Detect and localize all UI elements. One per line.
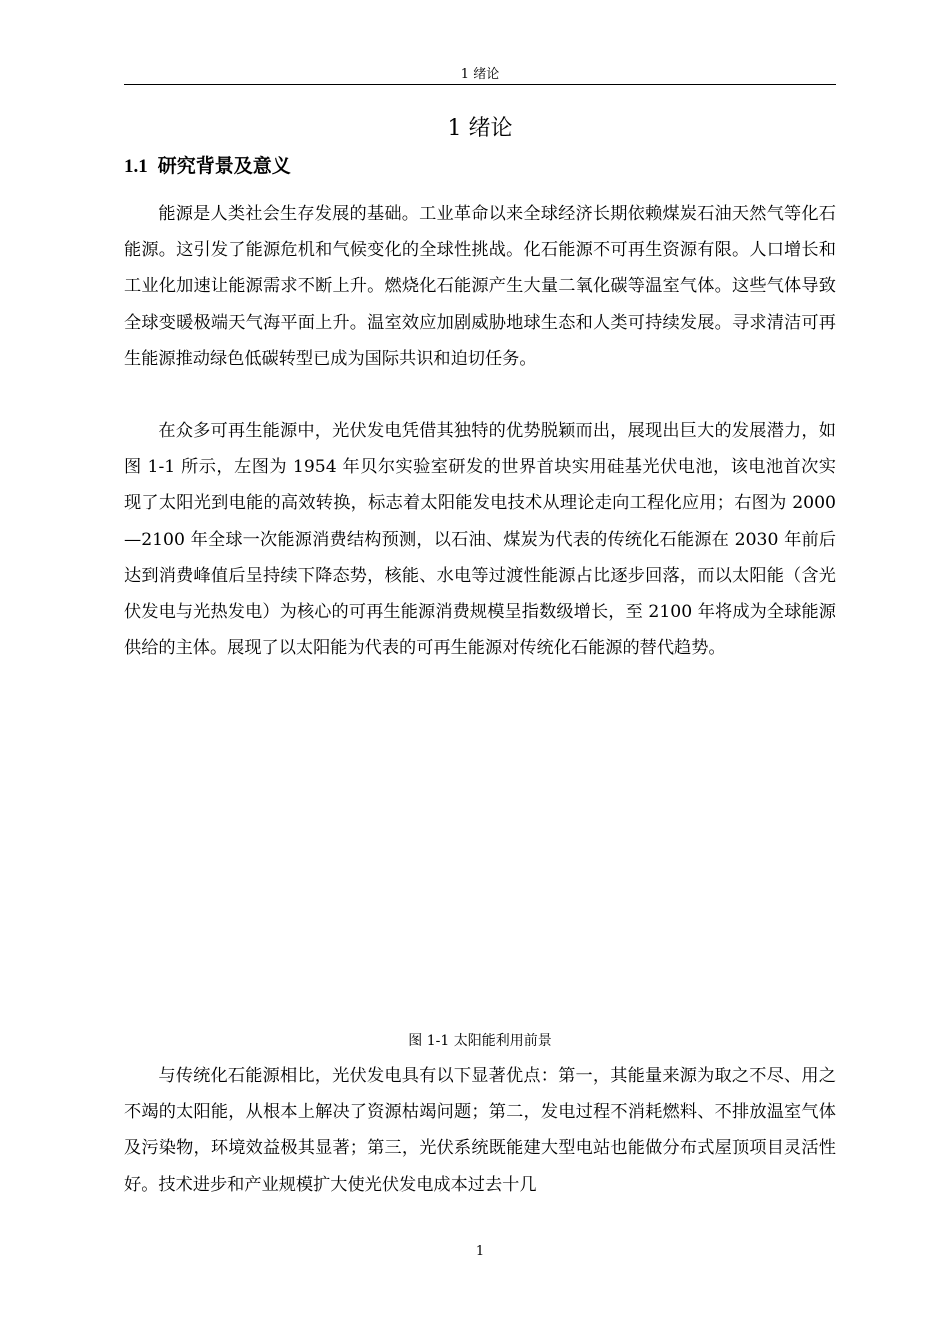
page-number: 1	[475, 1244, 485, 1259]
body-paragraph: 与传统化石能源相比，光伏发电具有以下显著优点：第一，其能量来源为取之不尽、用之不竭的太阳能，从根本上解决了资源枯竭问题；第二，发电过程不消耗燃料、不排放温室气体及污染物，环境效益极其显著；第三，光伏系统既能建大型电站也能做分布式屋顶项目灵活性好。技术进步和产业规模扩大使光伏发电成本过去十几	[124, 1066, 836, 1195]
section-title: 研究背景及意义	[157, 155, 291, 177]
section-heading	[124, 152, 291, 181]
running-header: 1 绪论	[460, 67, 500, 82]
figure-caption: 图 1-1 太阳能利用前景	[408, 1033, 552, 1049]
figure-placeholder	[124, 712, 836, 1017]
chapter-title: 1 绪论	[447, 116, 513, 141]
header-divider	[124, 84, 836, 85]
section-number: 1.1	[124, 156, 148, 177]
body-paragraph: 能源是人类社会生存发展的基础。工业革命以来全球经济长期依赖煤炭石油天然气等化石能源。这引发了能源危机和气候变化的全球性挑战。化石能源不可再生资源有限。人口增长和工业化加速让能源需求不断上升。燃烧化石能源产生大量二氧化碳等温室气体。这些气体导致全球变暖极端天气海平面上升。温室效应加剧威胁地球生态和人类可持续发展。寻求清洁可再生能源推动绿色低碳转型已成为国际共识和迫切任务。	[124, 204, 836, 369]
body-paragraph: 在众多可再生能源中，光伏发电凭借其独特的优势脱颖而出，展现出巨大的发展潜力，如图 1-1 所示，左图为 1954 年贝尔实验室研发的世界首块实用硅基光伏电池，该电池首次实现了太阳光到电能的高效转换，标志着太阳能发电技术从理论走向工程化应用；右图为 2000—2100 年全球一次能源消费结构预测，以石油、煤炭为代表的传统化石能源在 2030 年前后达到消费峰值后呈持续下降态势，核能、水电等过渡性能源占比逐步回落，而以太阳能（含光伏发电与光热发电）为核心的可再生能源消费规模呈指数级增长，至 2100 年将成为全球能源供给的主体。展现了以太阳能为代表的可再生能源对传统化石能源的替代趋势。	[124, 421, 836, 659]
